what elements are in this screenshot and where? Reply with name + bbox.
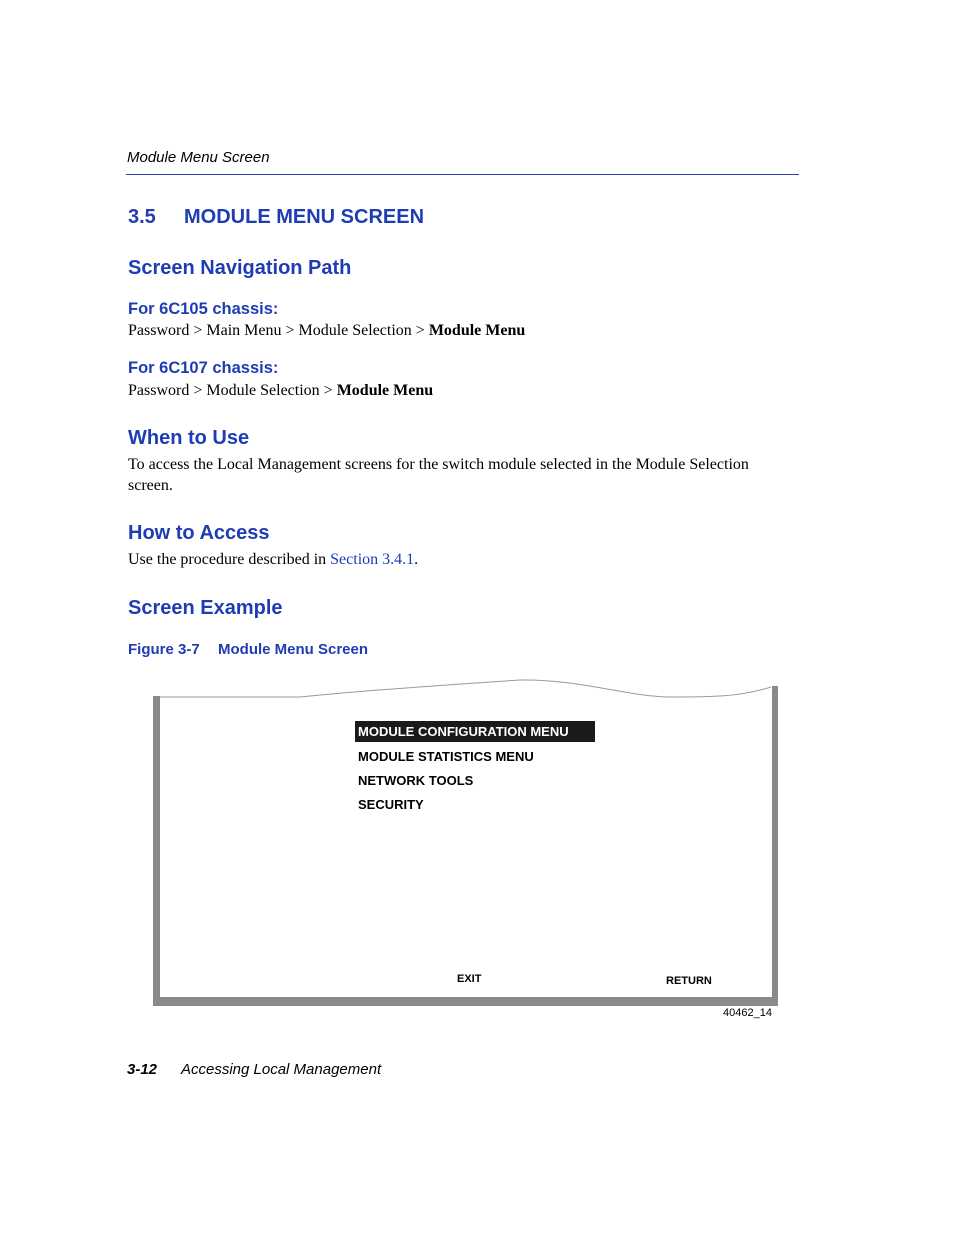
when-to-use-heading: When to Use	[128, 427, 250, 449]
c105-path-target: Module Menu	[428, 322, 526, 339]
c107-label: For 6C107 chassis:	[128, 359, 279, 377]
screen-example-heading: Screen Example	[128, 597, 283, 619]
figure-title: Module Menu Screen	[218, 641, 369, 658]
running-head: Module Menu Screen	[127, 149, 270, 166]
page-footer	[127, 1061, 381, 1078]
figure-caption	[128, 641, 368, 658]
header-rule	[126, 174, 799, 175]
c105-label: For 6C105 chassis:	[128, 300, 279, 318]
menu-item-network-tools[interactable]: NETWORK TOOLS	[358, 773, 474, 788]
c107-path-text: Password > Module Selection >	[128, 382, 337, 399]
chapter-title: Accessing Local Management	[181, 1061, 382, 1078]
c107-path-target: Module Menu	[336, 382, 434, 399]
section-link[interactable]: Section 3.4.1	[330, 551, 415, 568]
when-to-use-line1: To access the Local Management screens for the switch module selected in the Module Selection	[128, 456, 749, 473]
page-number: 3-12	[127, 1061, 158, 1078]
c107-path	[128, 380, 433, 401]
when-to-use-line2: screen.	[128, 477, 173, 494]
c105-path-text: Password > Main Menu > Module Selection >	[128, 322, 429, 339]
how-to-access-prefix: Use the procedure described in	[128, 551, 331, 568]
menu-item-module-configuration[interactable]: MODULE CONFIGURATION MENU	[355, 721, 595, 742]
section-heading	[128, 206, 424, 229]
how-to-access-text	[128, 549, 418, 570]
return-command[interactable]: RETURN	[666, 975, 712, 987]
how-to-access-end: .	[414, 551, 419, 568]
menu-item-module-statistics[interactable]: MODULE STATISTICS MENU	[358, 749, 534, 764]
section-number: 3.5	[128, 206, 156, 228]
torn-edge	[160, 680, 771, 697]
how-to-access-heading: How to Access	[128, 522, 270, 544]
c105-path	[128, 320, 525, 341]
figure-id: 40462_14	[723, 1007, 772, 1019]
figure-label: Figure 3-7	[128, 641, 200, 658]
exit-command[interactable]: EXIT	[457, 973, 482, 985]
menu-item-security[interactable]: SECURITY	[358, 797, 424, 812]
section-title: MODULE MENU SCREEN	[184, 206, 425, 228]
nav-path-heading: Screen Navigation Path	[128, 257, 352, 279]
